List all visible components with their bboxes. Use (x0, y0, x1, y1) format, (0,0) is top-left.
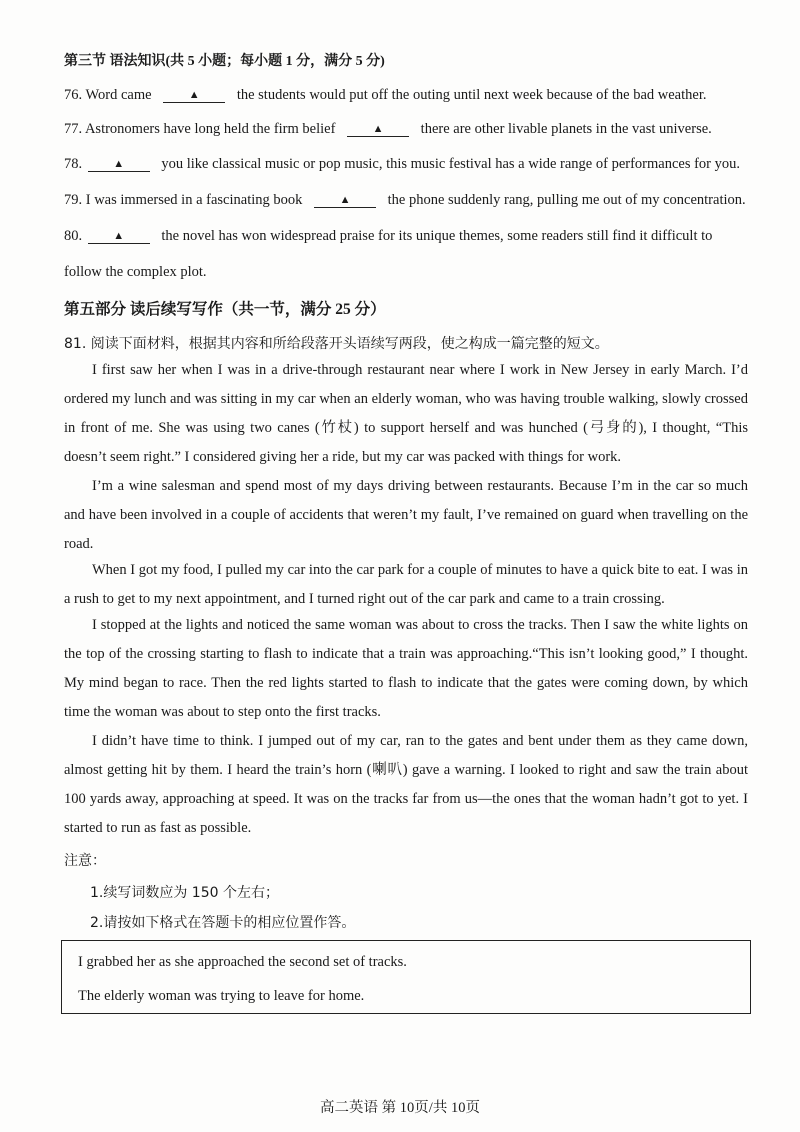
story-paragraph-3: When I got my food, I pulled my car into the car park for a couple of minutes to have a quick bite to eat. I was in a rush to get to my next appointment, and I turned right out of the car park and came to a train crossing. (64, 562, 748, 607)
writing-instruction: 81. 阅读下面材料，根据其内容和所给段落开头语续写两段，使之构成一篇完整的短文。 (64, 336, 609, 352)
answer-blank-78[interactable] (88, 156, 150, 172)
story-paragraph-5: I didn’t have time to think. I jumped out of my car, ran to the gates and bent under them as they came down, almost getting hit by them. I heard the train’s horn (喇叭) gave a warning. I looked to right and saw the train about 100 yards away, approaching at speed. It was on the tracks far from us—the ones that the woman hadn’t got to yet. I started to run as fast as possible. (64, 733, 748, 836)
box-opening-line-2: The elderly woman was trying to leave for home. (78, 988, 365, 1004)
question-80-continuation: follow the complex plot. (64, 264, 207, 280)
question-76: 76. Word came ▲ the students would put off the outing until next week because of the bad weather. (64, 87, 707, 103)
answer-blank-77[interactable] (347, 121, 409, 137)
question-78: 78. ▲ you like classical music or pop music, this music festival has a wide range of performances for you. (64, 156, 741, 172)
answer-format-box (61, 940, 751, 1014)
story-paragraph-2: I’m a wine salesman and spend most of my days driving between restaurants. Because I’m in the car so much and have been involved in a couple of accidents that weren’t my fault, I’ve remained on guard when travelling on the road. (64, 478, 748, 552)
answer-blank-80[interactable] (88, 228, 150, 244)
blank-marker: ▲ (113, 158, 125, 170)
note-2: 2.请按如下格式在答题卡的相应位置作答。 (90, 915, 356, 931)
blank-marker: ▲ (188, 89, 200, 101)
answer-blank-76[interactable] (163, 87, 225, 103)
note-1: 1.续写词数应为 150 个左右； (90, 885, 279, 901)
question-77: 77. Astronomers have long held the firm belief ▲ there are other livable planets in the vast universe. (64, 121, 712, 137)
answer-blank-79[interactable] (314, 192, 376, 208)
story-paragraph-1: I first saw her when I was in a drive-through restaurant near where I work in New Jersey in early March. I’d ordered my lunch and was sitting in my car when an elderly woman, who was having trouble walking, slowly crossed in front of me. She was using two canes (竹杖) to support herself and was hunched (弓身的), I thought, “This doesn’t seem right.” I considered giving her a ride, but my car was packed with things for work. (64, 362, 748, 465)
story-paragraph-4: I stopped at the lights and noticed the same woman was about to cross the tracks. Then I saw the white lights on the top of the crossing starting to flash to indicate that a train was approaching.“This isn’t looking good,” I thought. My mind began to race. Then the red lights started to flash to indicate that the gates were coming down, by which time the woman was about to step onto the first tracks. (64, 617, 748, 720)
box-opening-line-1: I grabbed her as she approached the second set of tracks. (78, 954, 407, 970)
question-80: 80. ▲ the novel has won widespread praise for its unique themes, some readers still find it difficult to (64, 228, 713, 244)
blank-marker: ▲ (113, 230, 125, 242)
notes-title: 注意： (64, 853, 106, 869)
question-79: 79. I was immersed in a fascinating book ▲ the phone suddenly rang, pulling me out of my concentration. (64, 192, 746, 208)
section3-heading: 第三节 语法知识(共 5 小题；每小题 1 分，满分 5 分) (64, 54, 385, 69)
page-footer: 高二英语 第 10页/共 10页 (320, 1100, 480, 1116)
blank-marker: ▲ (339, 194, 351, 206)
blank-marker: ▲ (372, 123, 384, 135)
part5-heading: 第五部分 读后续写写作（共一节，满分 25 分） (64, 301, 386, 318)
